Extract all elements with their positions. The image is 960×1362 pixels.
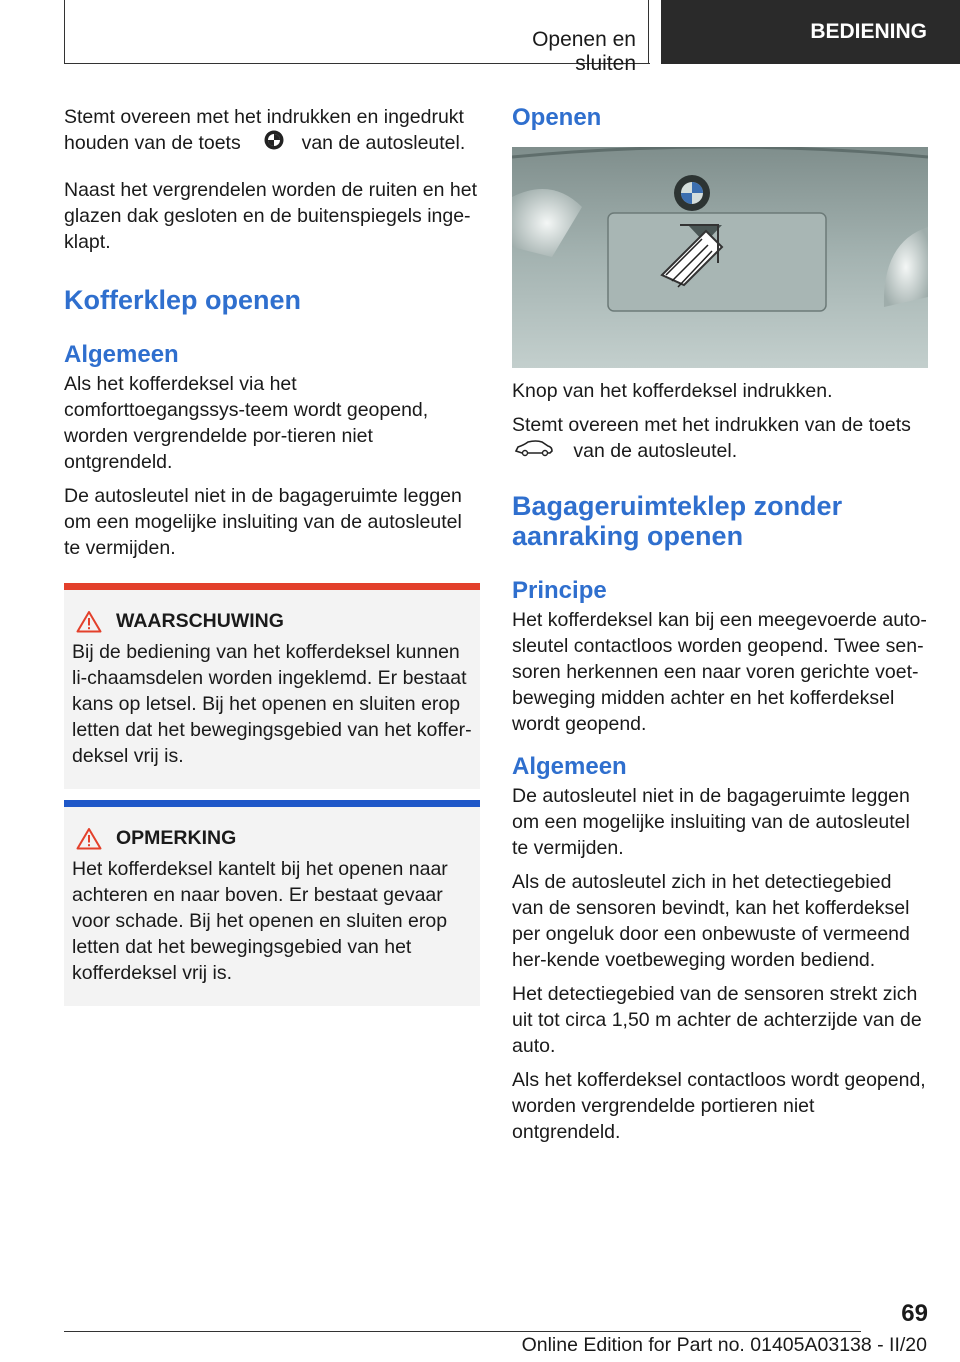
- heading-general: Algemeen: [64, 341, 179, 369]
- right-column: [512, 100, 928, 132]
- warning-triangle-icon: [76, 827, 102, 850]
- page-number: 69: [901, 1300, 928, 1327]
- warning-bar: [64, 583, 480, 590]
- bmw-logo-icon: [264, 130, 284, 157]
- trunk-button-photo: [512, 147, 928, 368]
- heading-open: Openen: [512, 104, 602, 131]
- note-title: OPMERKING: [116, 827, 237, 849]
- footer-edition: Online Edition for Part no. 01405A03138 - II/20: [521, 1334, 927, 1356]
- paragraph-principle: Het kofferdeksel kan bij een meegevoerde auto-sleutel contactloos worden geopend. Twee sen-soren herkennen een naar voren gerichte voet-beweging midden achter en het kofferdeksel wordt geopend.: [512, 609, 927, 736]
- header-section-title: Openen en sluiten: [532, 28, 636, 75]
- header-chapter-tab: [661, 0, 960, 64]
- header-rule-middle: [648, 0, 649, 64]
- heading-trunk-open: Kofferklep openen: [64, 285, 302, 316]
- footer-rule: [64, 1331, 861, 1332]
- note-box: [64, 800, 480, 1006]
- left-column: [64, 100, 480, 615]
- paragraph-doors-not-unlocked: Als het kofferdeksel contactloos wordt geopend, worden vergrendelde portieren niet ontgrendeld.: [512, 1069, 926, 1144]
- warning-title: WAARSCHUWING: [116, 610, 284, 632]
- heading-principle: Principe: [512, 577, 607, 605]
- heading-contactless: Bagageruimteklep zonder aanraking openen: [512, 491, 843, 552]
- car-icon: [514, 438, 554, 465]
- paragraph-detection-range: Het detectiegebied van de sensoren strekt zich uit tot circa 1,50 m achter de achterzijde van de auto.: [512, 983, 922, 1058]
- paragraph-key-in-trunk: De autosleutel niet in de bagageruimte leggen om een mogelijke insluiting van de autosleutel te vermijden.: [64, 485, 462, 560]
- paragraph-detection-accidental: Als de autosleutel zich in het detectiegebied van de sensoren bevindt, kan het kofferdeksel per ongeluk door een onbewuste of vermeend her-kende voetbeweging worden bediend.: [512, 871, 910, 972]
- note-bar: [64, 800, 480, 807]
- heading-general-right: Algemeen: [512, 753, 627, 781]
- note-text: Het kofferdeksel kantelt bij het openen naar achteren en naar boven. Er bestaat gevaar voor schade. Bij het openen en sluiten erop letten dat het bewegingsgebied van het kofferdeksel vrij is.: [72, 858, 448, 984]
- paragraph-key-in-trunk-right: De autosleutel niet in de bagageruimte leggen om een mogelijke insluiting van de autosleutel te vermijden.: [512, 785, 910, 860]
- header-rule-left: [64, 0, 65, 64]
- paragraph-comfort-access: Als het kofferdeksel via het comforttoegangssys-teem wordt geopend, worden vergrendelde por-tieren niet ontgrendeld.: [64, 373, 429, 474]
- warning-text: Bij de bediening van het kofferdeksel kunnen li-chaamsdelen worden ingeklemd. Er bestaat kans op letsel. Bij het openen en sluiten erop letten dat het bewegingsgebied van het koffer-deksel vrij is.: [72, 641, 472, 767]
- header-chapter-label: BEDIENING: [810, 20, 927, 43]
- warning-triangle-icon: [76, 610, 102, 633]
- paragraph-locking: Naast het vergrendelen worden de ruiten en het glazen dak gesloten en de buitenspiegels inge-klapt.: [64, 179, 478, 254]
- photo-caption: Knop van het kofferdeksel indrukken.: [512, 380, 833, 402]
- paragraph-trunk-key: Stemt overeen met het indrukken van de toets van de autosleutel.: [512, 412, 928, 465]
- paragraph-key-press: Stemt overeen met het indrukken en ingedrukt houden van de toets van de autosleutel.: [64, 104, 480, 157]
- warning-box: [64, 583, 480, 789]
- right-column-body: [512, 378, 928, 1153]
